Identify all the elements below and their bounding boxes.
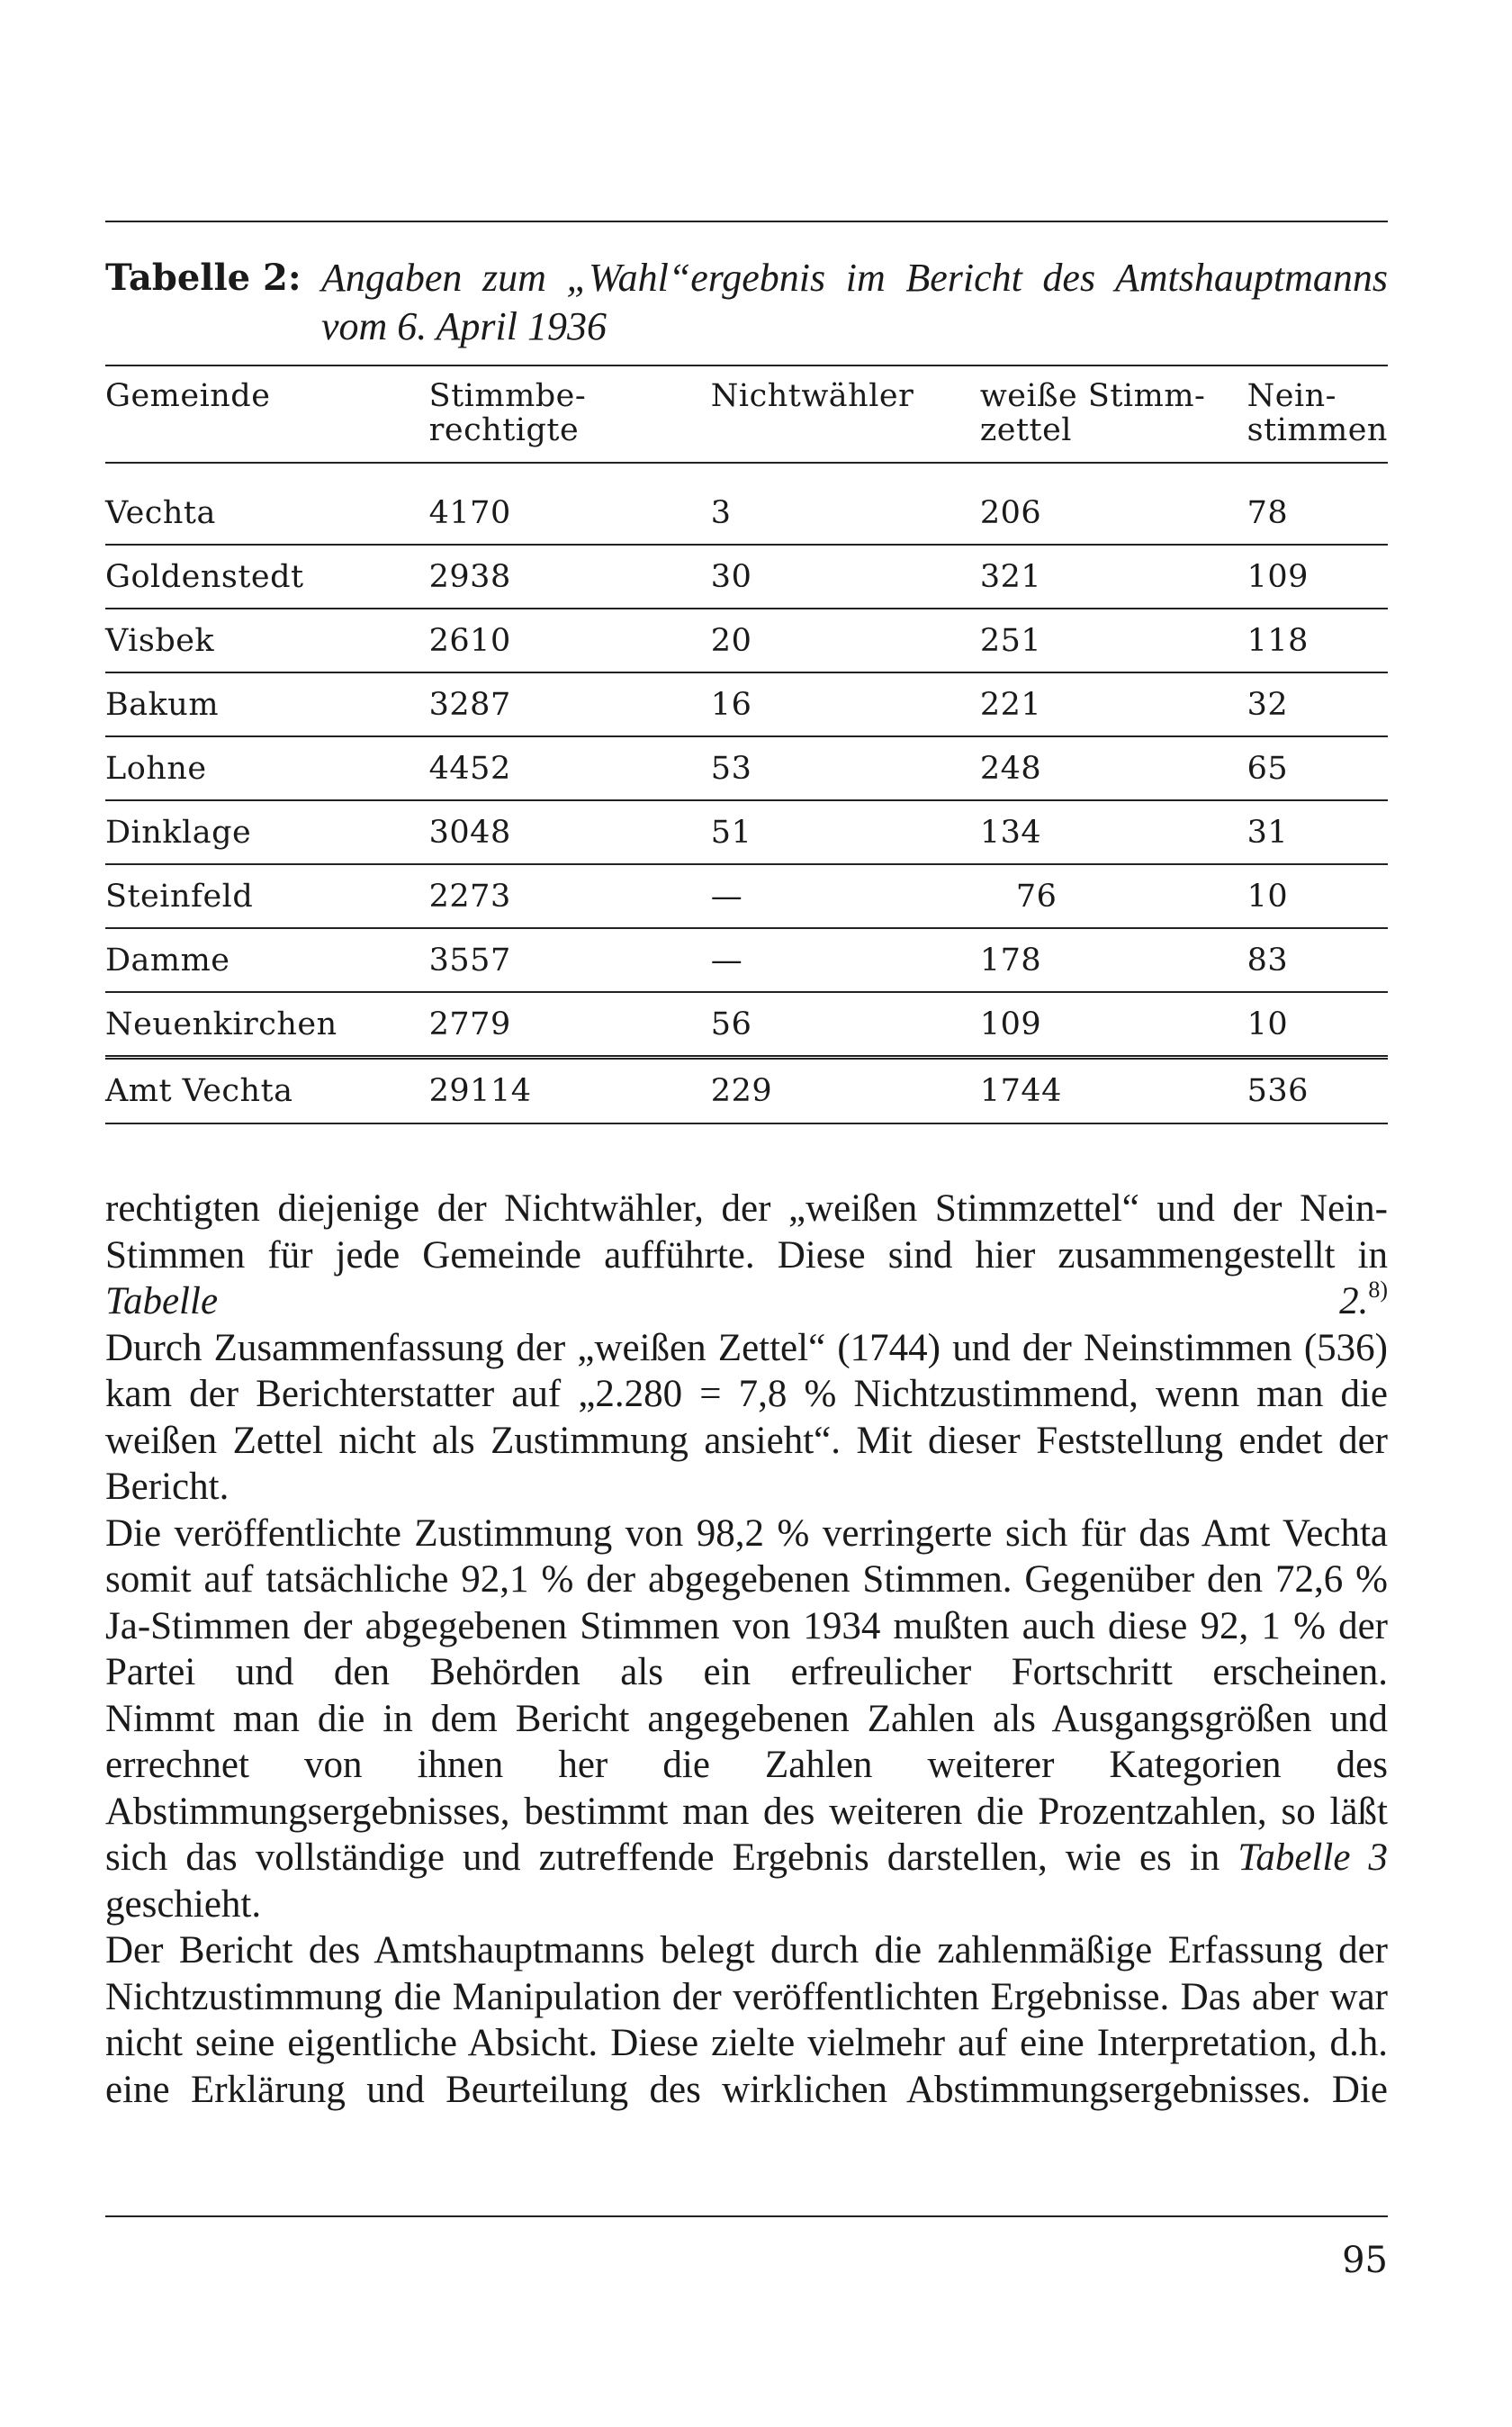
cell-stimmberechtigte: 4452: [429, 736, 711, 800]
header-neinstimmen: Nein- stimmen: [1247, 365, 1388, 463]
header-stimmberechtigte: Stimmbe- rechtigte: [429, 365, 711, 463]
cell-stimmberechtigte: 2610: [429, 609, 711, 672]
cell-nichtwaehler: 30: [711, 545, 980, 609]
cell-stimmberechtigte: 4170: [429, 482, 711, 545]
paragraph: Die veröffentlichte Zustimmung von 98,2 % verringerte sich für das Amt Vechta somit auf tatsächliche 92,1 % der abgegebenen Stimmen. Gegenüber den 72,6 % Ja-Stimmen der abgegebenen Stimmen von 1934 mußten auch diese 92, 1 % der Partei und den Behörden als ein erfreulicher Fortschritt erscheinen.: [105, 1511, 1388, 1693]
book-page: [105, 0, 1388, 2427]
cell-weisse-stimmzettel: 221: [980, 672, 1247, 736]
cell-neinstimmen: 83: [1247, 928, 1388, 992]
cell-nichtwaehler: —: [711, 928, 980, 992]
table-row: [105, 609, 1388, 672]
paragraph: Durch Zusammenfassung der „weißen Zettel“ (1744) und der Neinstimmen (536) kam der Berichterstatter auf „2.280 = 7,8 % Nichtzustimmend, wenn man die weißen Zettel nicht als Zustimmung ansieht“. Mit dieser Feststellung endet der Bericht.: [105, 1326, 1388, 1508]
cell-neinstimmen: 31: [1247, 800, 1388, 864]
cell-weisse-stimmzettel: 134: [980, 800, 1247, 864]
cell-weisse-stimmzettel: 206: [980, 482, 1247, 545]
cell-stimmberechtigte: 2273: [429, 864, 711, 928]
cell-neinstimmen: 78: [1247, 482, 1388, 545]
table-row: [105, 992, 1388, 1058]
cell-neinstimmen: 118: [1247, 609, 1388, 672]
cell-weisse-stimmzettel: 1744: [980, 1058, 1247, 1124]
cell-weisse-stimmzettel: 178: [980, 928, 1247, 992]
cell-gemeinde: Goldenstedt: [105, 545, 429, 609]
table-header-row: [105, 365, 1388, 463]
paragraph-text: geschieht.: [105, 1882, 262, 1926]
cell-nichtwaehler: 16: [711, 672, 980, 736]
header-weisse-stimmzettel: weiße Stimm- zettel: [980, 365, 1247, 463]
paragraph: [105, 1186, 1388, 1325]
table-row: [105, 672, 1388, 736]
cell-gemeinde: Steinfeld: [105, 864, 429, 928]
cell-gemeinde: Amt Vechta: [105, 1058, 429, 1124]
paragraph-text: Nimmt man die in dem Bericht angegebenen Zahlen als Ausgangsgrößen und errechnet von ihnen her die Zahlen weiterer Kategorien des Abstimmungsergebnisses, bestimmt man des weiteren die Prozentzahlen, so läßt sich das vollständige und zutreffende Ergebnis darstellen, wie es in: [105, 1697, 1388, 1879]
cell-stimmberechtigte: 2779: [429, 992, 711, 1058]
table-reference: Tabelle 2.: [105, 1280, 1369, 1322]
cell-stimmberechtigte: 2938: [429, 545, 711, 609]
table-caption-text: Angaben zum „Wahl“ergebnis im Bericht des Amtshauptmanns vom 6. April 1936: [321, 256, 1388, 348]
page-number: 95: [1342, 2240, 1388, 2281]
cell-stimmberechtigte: 3287: [429, 672, 711, 736]
cell-stimmberechtigte: 29114: [429, 1058, 711, 1124]
cell-neinstimmen: 109: [1247, 545, 1388, 609]
table-row: [105, 864, 1388, 928]
table-reference: Tabelle 3: [1238, 1836, 1388, 1879]
table-row: [105, 800, 1388, 864]
cell-neinstimmen: 10: [1247, 992, 1388, 1058]
cell-weisse-stimmzettel: 109: [980, 992, 1247, 1058]
table-total-row: [105, 1058, 1388, 1124]
table-row: [105, 736, 1388, 800]
cell-gemeinde: Damme: [105, 928, 429, 992]
cell-weisse-stimmzettel: 321: [980, 545, 1247, 609]
cell-stimmberechtigte: 3048: [429, 800, 711, 864]
cell-nichtwaehler: 51: [711, 800, 980, 864]
cell-weisse-stimmzettel: 76: [980, 864, 1247, 928]
cell-gemeinde: Vechta: [105, 482, 429, 545]
cell-gemeinde: Bakum: [105, 672, 429, 736]
cell-neinstimmen: 536: [1247, 1058, 1388, 1124]
paragraph: [105, 1696, 1388, 1928]
election-table: [105, 365, 1388, 1124]
footnote-marker: 8): [1368, 1277, 1388, 1303]
table-label: Tabelle 2:: [105, 257, 302, 299]
cell-gemeinde: Visbek: [105, 609, 429, 672]
table-row: [105, 482, 1388, 545]
cell-nichtwaehler: 229: [711, 1058, 980, 1124]
cell-nichtwaehler: 56: [711, 992, 980, 1058]
bottom-rule: [105, 2215, 1388, 2217]
cell-neinstimmen: 65: [1247, 736, 1388, 800]
cell-neinstimmen: 10: [1247, 864, 1388, 928]
cell-neinstimmen: 32: [1247, 672, 1388, 736]
cell-nichtwaehler: —: [711, 864, 980, 928]
cell-gemeinde: Neuenkirchen: [105, 992, 429, 1058]
table-row: [105, 928, 1388, 992]
header-nichtwaehler: Nichtwähler: [711, 365, 980, 463]
cell-nichtwaehler: 53: [711, 736, 980, 800]
cell-gemeinde: Dinklage: [105, 800, 429, 864]
paragraph-text: rechtigten diejenige der Nichtwähler, der „weißen Stimmzettel“ und der Nein-Stimmen für jede Gemeinde aufführte. Diese sind hier zusammengestellt in: [105, 1187, 1388, 1277]
table-spacer: [105, 463, 1388, 482]
paragraph: Der Bericht des Amtshauptmanns belegt durch die zahlenmäßige Erfassung der Nichtzustimmung die Manipulation der veröffentlichten Ergebnisse. Das aber war nicht seine eigentliche Absicht. Diese zielte vielmehr auf eine Interpretation, d.h. eine Erklärung und Beurteilung des wirklichen Abstimmungsergebnisses. Die: [105, 1929, 1388, 2111]
cell-stimmberechtigte: 3557: [429, 928, 711, 992]
top-rule: [105, 221, 1388, 222]
cell-weisse-stimmzettel: 251: [980, 609, 1247, 672]
body-text: [105, 1186, 1388, 2113]
cell-weisse-stimmzettel: 248: [980, 736, 1247, 800]
table-row: [105, 545, 1388, 609]
header-gemeinde: Gemeinde: [105, 365, 429, 463]
cell-nichtwaehler: 20: [711, 609, 980, 672]
cell-gemeinde: Lohne: [105, 736, 429, 800]
cell-nichtwaehler: 3: [711, 482, 980, 545]
